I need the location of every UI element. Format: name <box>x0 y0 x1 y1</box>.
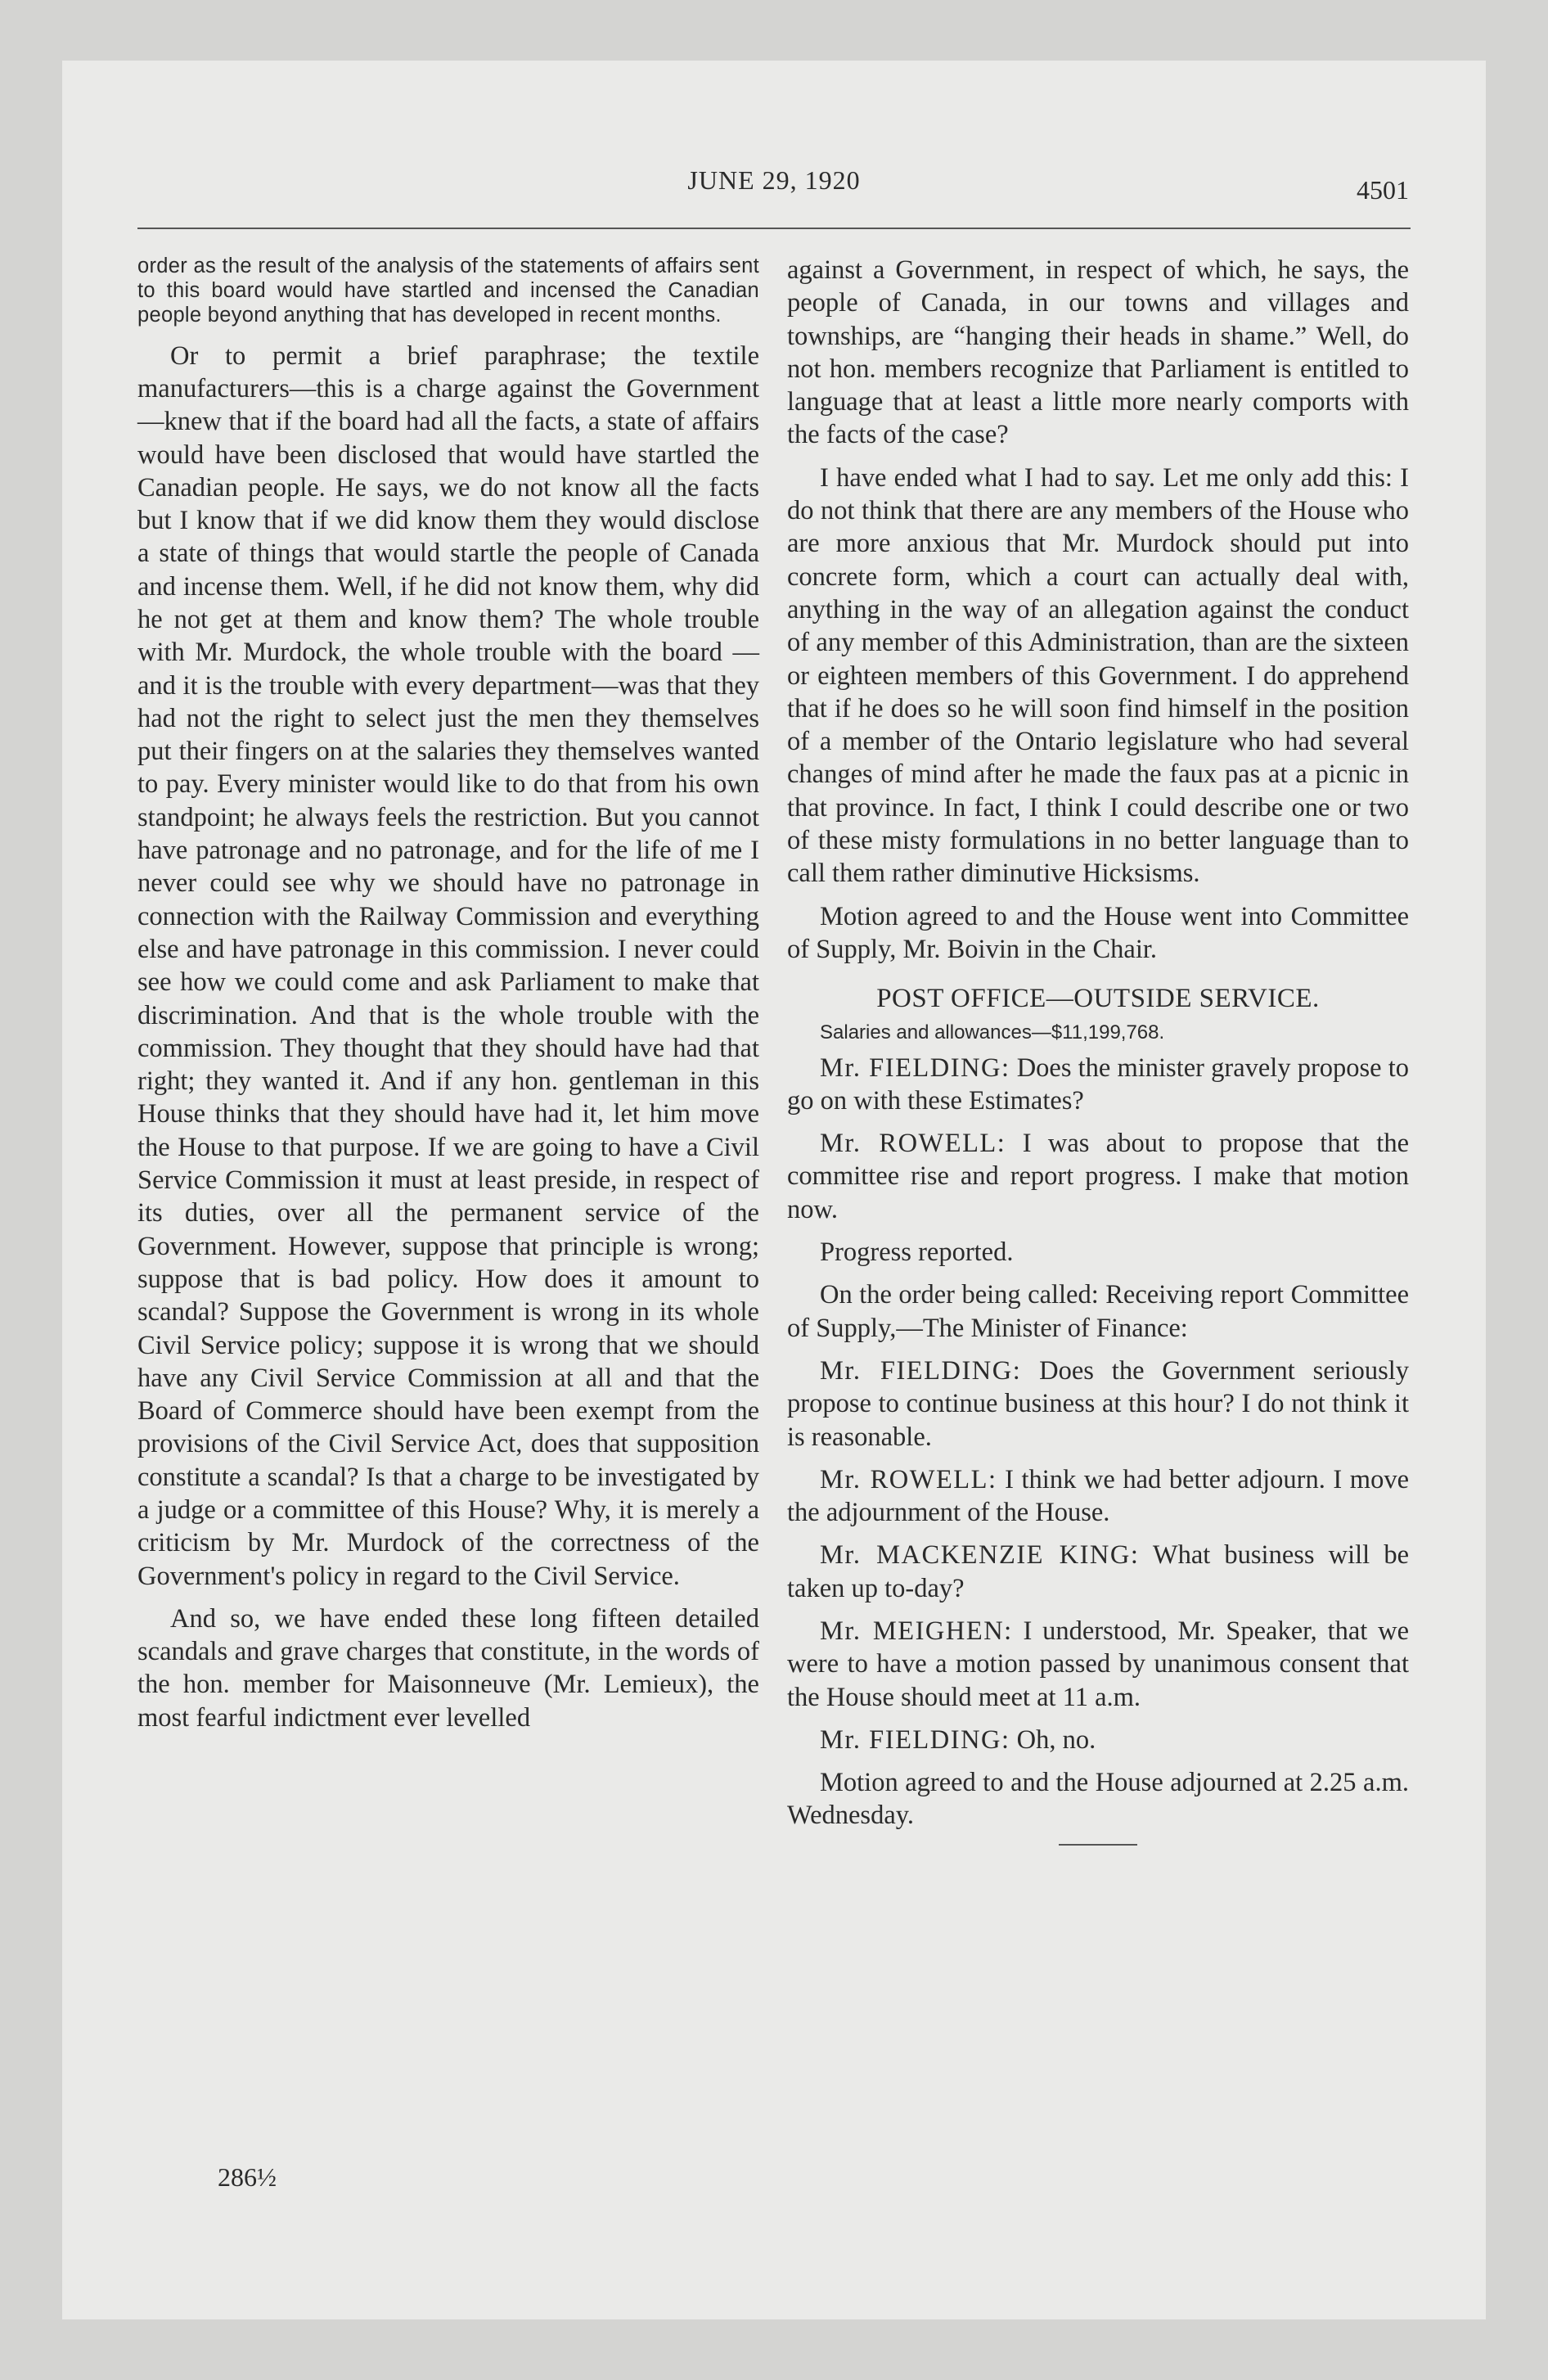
page-date: JUNE 29, 1920 <box>687 165 861 195</box>
section-heading: POST OFFICE—OUTSIDE SERVICE. <box>876 984 1320 1014</box>
section-subhead: Salaries and allowances—$11,199,768. <box>820 1021 1165 1044</box>
speech-text: On the order being called: Receiving report Committee of Supply,—The Minister of Finance: <box>787 1280 1409 1343</box>
exchange-paragraph <box>787 1236 1409 1269</box>
speech-text: Does the minister gravely propose to go on with these Estimates? <box>787 1053 1410 1116</box>
paragraph: I have ended what I had to say. Let me only add this: I do not think that there are any members of the House who are more anxious that Mr. Murdock should put into concrete form, which a court can actually deal with, anything in the way of an allegation against the conduct of any member of this Administration, than are the sixteen or eighteen members of this Government. I do apprehend that if he does so he will soon find himself in the position of a member of the Ontario legislature who had several changes of mind after he made the faux pas at a picnic in that province. In fact, I think I could describe one or two of these misty formulations in no better language than to call them rather diminutive Hicksisms. <box>787 462 1409 889</box>
left-column <box>137 254 759 1744</box>
paragraph: Motion agreed to and the House went into Committee of Supply, Mr. Boivin in the Chair. <box>787 901 1409 964</box>
running-head <box>62 61 1486 224</box>
paragraph: against a Government, in respect of which, he says, the people of Canada, in our towns and villages and townships, are “hanging their heads in shame.” Well, do not hon. members recognize that Parliament is entitled to language that at least a little more nearly comports with the facts of the case? <box>787 255 1409 450</box>
speaker-name: Mr. MACKENZIE KING: <box>820 1540 1140 1571</box>
exchange-paragraph <box>787 1724 1409 1756</box>
speech-text: Motion agreed to and the House adjourned at 2.25 a.m. Wednesday. <box>787 1768 1409 1831</box>
header-rule <box>137 228 1411 229</box>
quoted-passage: order as the result of the analysis of the statements of affairs sent to this board would have startled and incensed the Canadian people beyond anything that has developed in recent months. <box>137 255 759 327</box>
speech-text: What business will be taken up to-day? <box>787 1540 1409 1603</box>
right-column <box>787 254 1409 1846</box>
exchange-paragraph <box>787 1615 1409 1714</box>
speech-text: Does the Government seriously propose to continue business at this hour? I do not think it is reasonable. <box>787 1355 1410 1452</box>
hansard-page <box>62 61 1486 2319</box>
exchange-paragraph <box>787 1766 1409 1832</box>
speaker-name: Mr. ROWELL: <box>820 1129 1006 1159</box>
paragraph: Or to permit a brief paraphrase; the textile manufacturers—this is a charge against the Government—knew that if the board had all the facts, a state of affairs would have been disclosed that would have startled the Canadian people. He says, we do not know all the facts but I know that if we did know them they would disclose a state of things that would startle the people of Canada and incense them. Well, if he did not know them, why did he not get at them and know them? The whole trouble with Mr. Murdock, the whole trouble with the board —and it is the trouble with every department—was that they had not the right to select just the men they themselves put their fingers on at the salaries they themselves wanted to pay. Every minister would like to do that from his own standpoint; he always feels the restriction. But you cannot have patronage and no patronage, and for the life of me I never could see why we should have no patronage in connection with the Railway Commission and everything else and have patronage in this commission. I never could see how we could come and ask Parliament to make that discrimination. And that is the whole trouble with the commission. They thought that they should have had that right; they wanted it. And if any hon. gentleman in this House thinks that they should have had it, let him move the House to that purpose. If we are going to have a Civil Service Commission it must at least preside, in respect of its duties, over all the permanent service of the Government. However, suppose that principle is wrong; suppose that is bad policy. How does it amount to scandal? Suppose the Government is wrong in its whole Civil Service policy; suppose it is wrong that we should have any Civil Service Commission at all and that the Board of Commerce should have been exempt from the provisions of the Civil Service Act, does that supposition constitute a scandal? Is that a charge to be investigated by a judge or a committee of this House? Why, it is merely a criticism by Mr. Murdock of the correctness of the Government's policy in regard to the Civil Service. <box>137 340 759 1591</box>
speech-text: I think we had better adjourn. I move the adjournment of the House. <box>787 1464 1409 1528</box>
paragraph: And so, we have ended these long fifteen detailed scandals and grave charges that constitute, in the words of the hon. member for Maisonneuve (Mr. Lemieux), the most fearful indictment ever levelled <box>137 1603 759 1733</box>
signature-mark: 286½ <box>218 2162 277 2192</box>
page-number: 4501 <box>1357 175 1409 205</box>
speaker-name: Mr. ROWELL: <box>820 1464 997 1494</box>
speech-text: I understood, Mr. Speaker, that we were to have a motion passed by unanimous consent that the House should meet at 11 a.m. <box>787 1616 1410 1712</box>
speech-text: I was about to propose that the committee rise and report progress. I make that motion now. <box>787 1129 1410 1224</box>
closing-rule <box>1059 1844 1137 1846</box>
exchange-paragraph <box>787 1278 1409 1345</box>
speaker-name: Mr. MEIGHEN: <box>820 1616 1013 1646</box>
speaker-name: Mr. FIELDING: <box>820 1355 1022 1386</box>
exchange-paragraph <box>787 1127 1409 1226</box>
speech-text: Oh, no. <box>1016 1724 1096 1755</box>
exchange-paragraph <box>787 1463 1409 1530</box>
exchange-paragraph <box>787 1052 1409 1118</box>
speaker-name: Mr. FIELDING: <box>820 1053 1010 1083</box>
exchange-paragraph <box>787 1539 1409 1605</box>
speaker-name: Mr. FIELDING: <box>820 1724 1010 1755</box>
exchange-paragraph <box>787 1355 1409 1454</box>
speech-text: Progress reported. <box>820 1237 1014 1268</box>
